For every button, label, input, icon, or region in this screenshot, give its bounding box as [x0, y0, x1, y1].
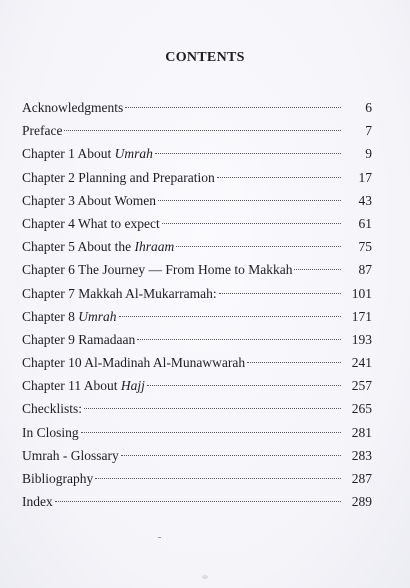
- toc-entry: [22, 212, 372, 235]
- toc-entry: [22, 351, 372, 374]
- toc-entry-title: [22, 119, 62, 142]
- toc-entry-title: [22, 96, 123, 119]
- toc-entry-title: [22, 328, 135, 351]
- toc-entry-text: Chapter 5 About the: [22, 239, 135, 255]
- toc-entry-emphasis: Hajj: [120, 378, 145, 394]
- toc-entry-emphasis: Ihraam: [134, 239, 175, 255]
- dot-leader: [119, 316, 341, 317]
- toc-entry-title: [22, 142, 153, 165]
- toc-entry-title: [22, 490, 53, 513]
- table-of-contents: [22, 96, 372, 513]
- toc-entry: [22, 444, 372, 467]
- ink-mark: [158, 537, 161, 538]
- toc-entry-emphasis: Umrah: [78, 308, 117, 324]
- toc-entry: [22, 421, 372, 444]
- toc-entry-title: [22, 282, 217, 305]
- dot-leader: [219, 293, 341, 294]
- toc-page-number: 6: [365, 100, 372, 115]
- toc-entry-title: [22, 467, 93, 490]
- toc-page-number: 241: [351, 355, 372, 371]
- toc-entry: [22, 189, 372, 212]
- dot-leader: [147, 385, 341, 386]
- toc-page-number: 7: [365, 123, 372, 139]
- toc-page-number: 101: [351, 285, 372, 301]
- toc-entry: [22, 328, 372, 351]
- toc-entry-text: Chapter 1 About: [22, 146, 115, 162]
- toc-entry-text: Umrah - Glossary: [22, 447, 119, 463]
- toc-entry-title: [22, 421, 79, 444]
- dot-leader: [121, 455, 341, 456]
- dot-leader: [176, 246, 341, 247]
- toc-entry-title: [22, 305, 117, 328]
- dot-leader: [95, 478, 341, 479]
- toc-page-number: 9: [365, 146, 372, 162]
- toc-page-number: 87: [358, 262, 372, 278]
- toc-page-number: 17: [358, 169, 372, 185]
- toc-entry-text: Chapter 4 What to expect: [22, 215, 160, 231]
- toc-page-number: 75: [358, 239, 372, 255]
- toc-entry-text: Chapter 10 Al-Madinah Al-Munawwarah: [22, 355, 246, 371]
- toc-page-number: 283: [351, 447, 372, 463]
- toc-page-number: 289: [351, 494, 372, 510]
- toc-page-number: 265: [351, 401, 372, 417]
- toc-entry-text: Preface: [22, 123, 63, 139]
- toc-entry: [22, 258, 372, 281]
- toc-entry: [22, 96, 372, 119]
- toc-entry-text: Chapter 6 The Journey — From Home to Makkah: [22, 262, 293, 278]
- dot-leader: [84, 408, 341, 409]
- toc-entry-text: Checklists:: [22, 401, 82, 417]
- dot-leader: [137, 339, 341, 340]
- toc-entry-emphasis: Umrah: [114, 146, 153, 162]
- toc-page-number: 281: [351, 424, 372, 440]
- dot-leader: [158, 200, 341, 201]
- dot-leader: [155, 153, 341, 154]
- toc-page-number: 287: [351, 471, 372, 486]
- toc-entry-text: Chapter 3 About Women: [22, 192, 157, 208]
- toc-entry: [22, 374, 372, 397]
- toc-entry-title: [22, 235, 174, 258]
- toc-entry-text: Index: [22, 494, 53, 510]
- toc-entry-title: [22, 374, 145, 397]
- toc-entry-text: Chapter 11 About: [22, 378, 121, 394]
- toc-entry-text: Bibliography: [22, 471, 94, 486]
- dot-leader: [217, 177, 341, 178]
- toc-entry-title: [22, 351, 245, 374]
- toc-entry-title: [22, 397, 82, 420]
- toc-entry-text: Chapter 7 Makkah Al-Mukarramah:: [22, 285, 217, 301]
- toc-entry-text: Acknowledgments: [22, 100, 124, 115]
- dot-leader: [125, 107, 341, 108]
- toc-entry-text: Chapter 8: [22, 308, 79, 324]
- toc-page-number: 193: [351, 331, 372, 347]
- toc-entry: [22, 305, 372, 328]
- toc-page-number: 257: [351, 378, 372, 394]
- toc-entry-text: Chapter 2 Planning and Preparation: [22, 169, 215, 185]
- dot-leader: [64, 130, 341, 131]
- toc-entry: [22, 282, 372, 305]
- toc-entry: [22, 166, 372, 189]
- dot-leader: [247, 362, 341, 363]
- toc-entry: [22, 467, 372, 490]
- toc-page-number: 61: [358, 215, 372, 231]
- dot-leader: [162, 223, 341, 224]
- dot-leader: [55, 501, 341, 502]
- toc-entry-title: [22, 212, 160, 235]
- dot-leader: [294, 269, 341, 270]
- toc-entry: [22, 235, 372, 258]
- contents-heading: CONTENTS: [165, 50, 245, 65]
- toc-page-number: 43: [358, 192, 372, 208]
- toc-page-number: 171: [351, 308, 372, 324]
- toc-entry: [22, 119, 372, 142]
- toc-entry-title: [22, 258, 292, 281]
- toc-entry: [22, 142, 372, 165]
- toc-entry-title: [22, 166, 215, 189]
- toc-entry: [22, 397, 372, 420]
- toc-entry: [22, 490, 372, 513]
- paper-smudge: [202, 575, 208, 579]
- toc-entry-title: [22, 189, 156, 212]
- toc-entry-text: In Closing: [22, 424, 79, 440]
- toc-entry-title: [22, 444, 119, 467]
- toc-entry-text: Chapter 9 Ramadaan: [22, 331, 136, 347]
- dot-leader: [81, 432, 341, 433]
